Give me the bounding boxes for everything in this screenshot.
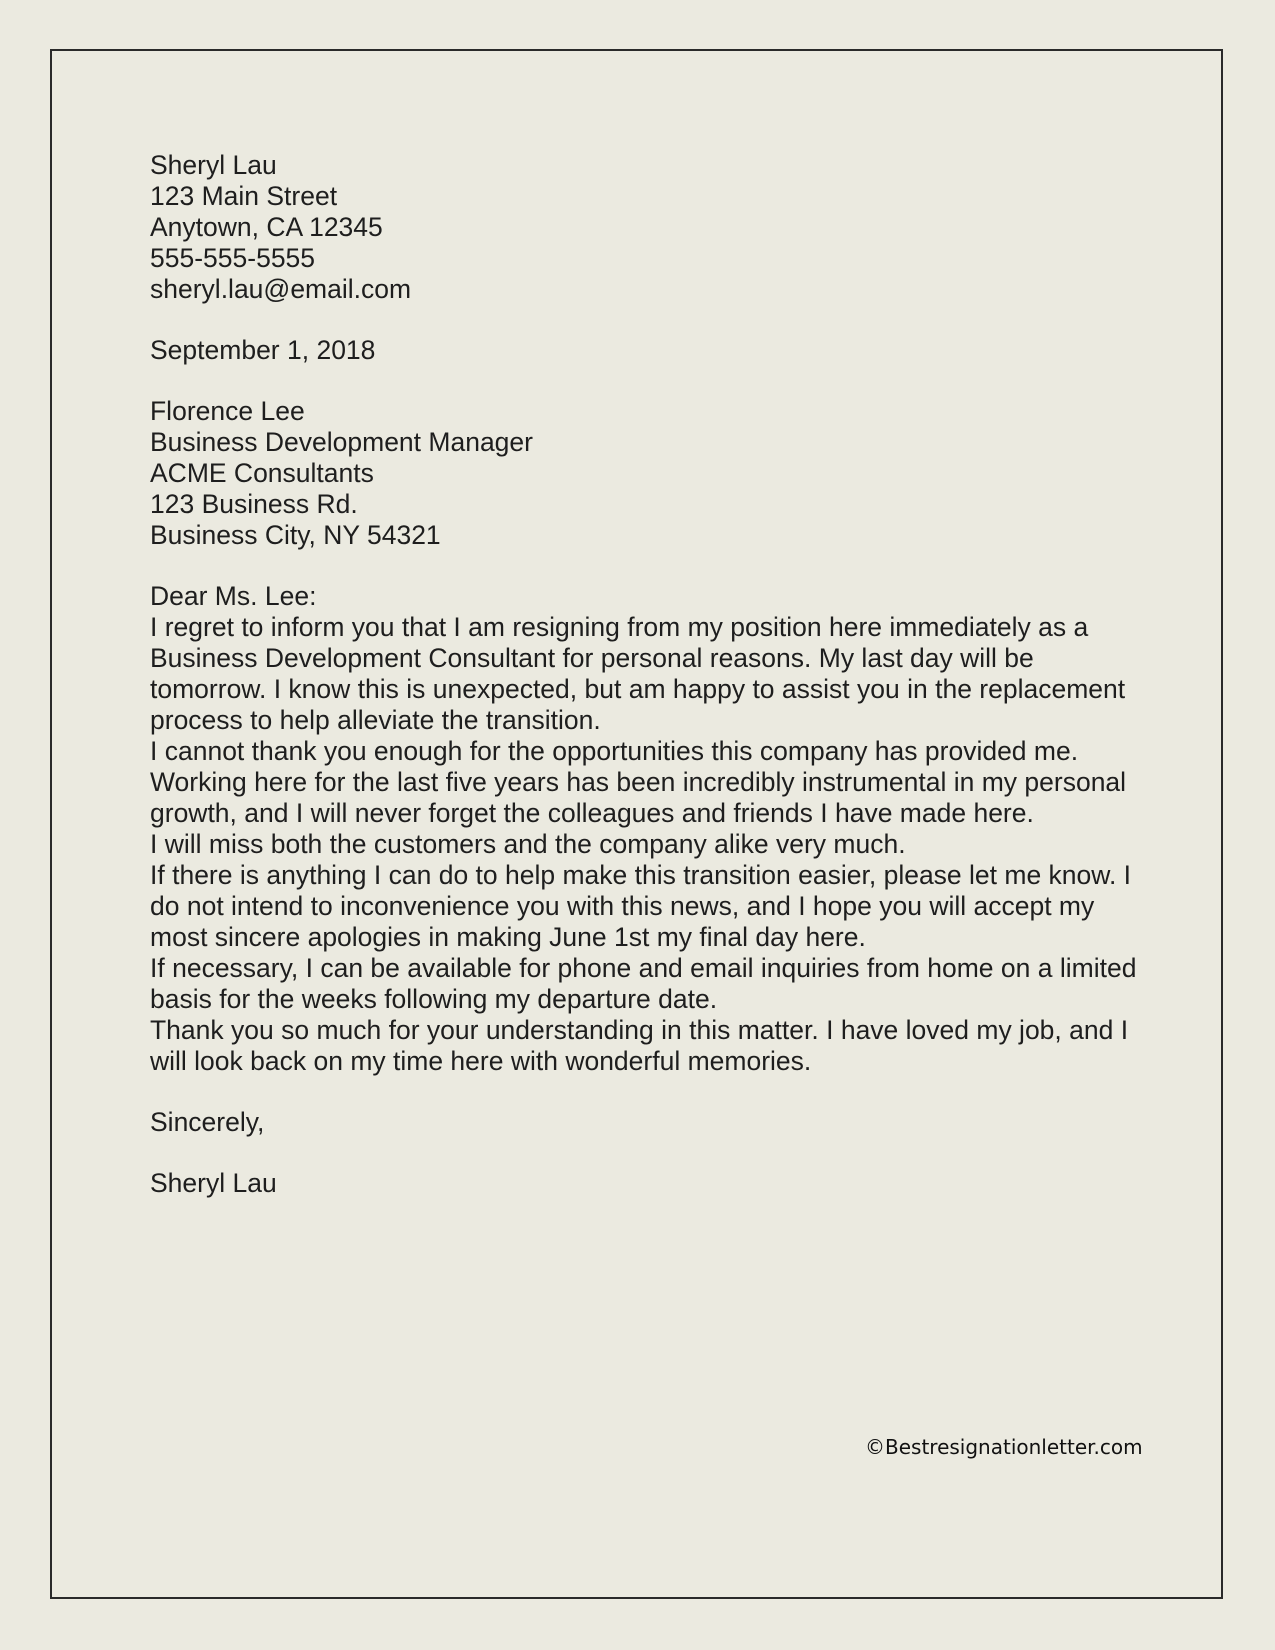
copyright-notice: ©Bestresignationletter.com bbox=[865, 1435, 1143, 1459]
paragraph-availability: If necessary, I can be available for phone and email inquiries from home on a limited basis for the weeks following my departure date. bbox=[150, 953, 1137, 1014]
recipient-address bbox=[150, 396, 1140, 551]
sender-email: sheryl.lau@email.com bbox=[150, 274, 412, 304]
sender-address bbox=[150, 150, 1140, 305]
paragraph-resignation: I regret to inform you that I am resigning from my position here immediately as a Business Development Consultant for personal reasons. My last day will be tomorrow. I know this is unexpected, but am happy to assist you in the replacement process to help alleviate the transition. bbox=[150, 612, 1126, 735]
sender-city: Anytown, CA 12345 bbox=[150, 212, 383, 242]
sender-name: Sheryl Lau bbox=[150, 150, 277, 180]
letter-body bbox=[150, 150, 1140, 1199]
recipient-name: Florence Lee bbox=[150, 396, 305, 426]
recipient-company: ACME Consultants bbox=[150, 458, 374, 488]
paragraph-miss: I will miss both the customers and the company alike very much. bbox=[150, 829, 906, 859]
paragraph-transition: If there is anything I can do to help make this transition easier, please let me know. I do not intend to inconvenience you with this news, and I hope you will accept my most sincere apologies in making June 1st my final day here. bbox=[150, 860, 1132, 952]
paragraph-gratitude: I cannot thank you enough for the opportunities this company has provided me. Working here for the last five years has been incredibly instrumental in my personal growth, and I will never forget the colleagues and friends I have made here. bbox=[150, 736, 1127, 828]
closing: Sincerely, bbox=[150, 1107, 265, 1137]
recipient-city: Business City, NY 54321 bbox=[150, 520, 441, 550]
recipient-title: Business Development Manager bbox=[150, 427, 533, 457]
signature-name: Sheryl Lau bbox=[150, 1168, 277, 1198]
recipient-street: 123 Business Rd. bbox=[150, 489, 358, 519]
sender-phone: 555-555-5555 bbox=[150, 243, 316, 273]
salutation: Dear Ms. Lee: bbox=[150, 581, 317, 611]
paragraph-thanks: Thank you so much for your understanding in this matter. I have loved my job, and I will look back on my time here with wonderful memories. bbox=[150, 1015, 1129, 1076]
letter-date: September 1, 2018 bbox=[150, 335, 376, 365]
sender-street: 123 Main Street bbox=[150, 181, 338, 211]
